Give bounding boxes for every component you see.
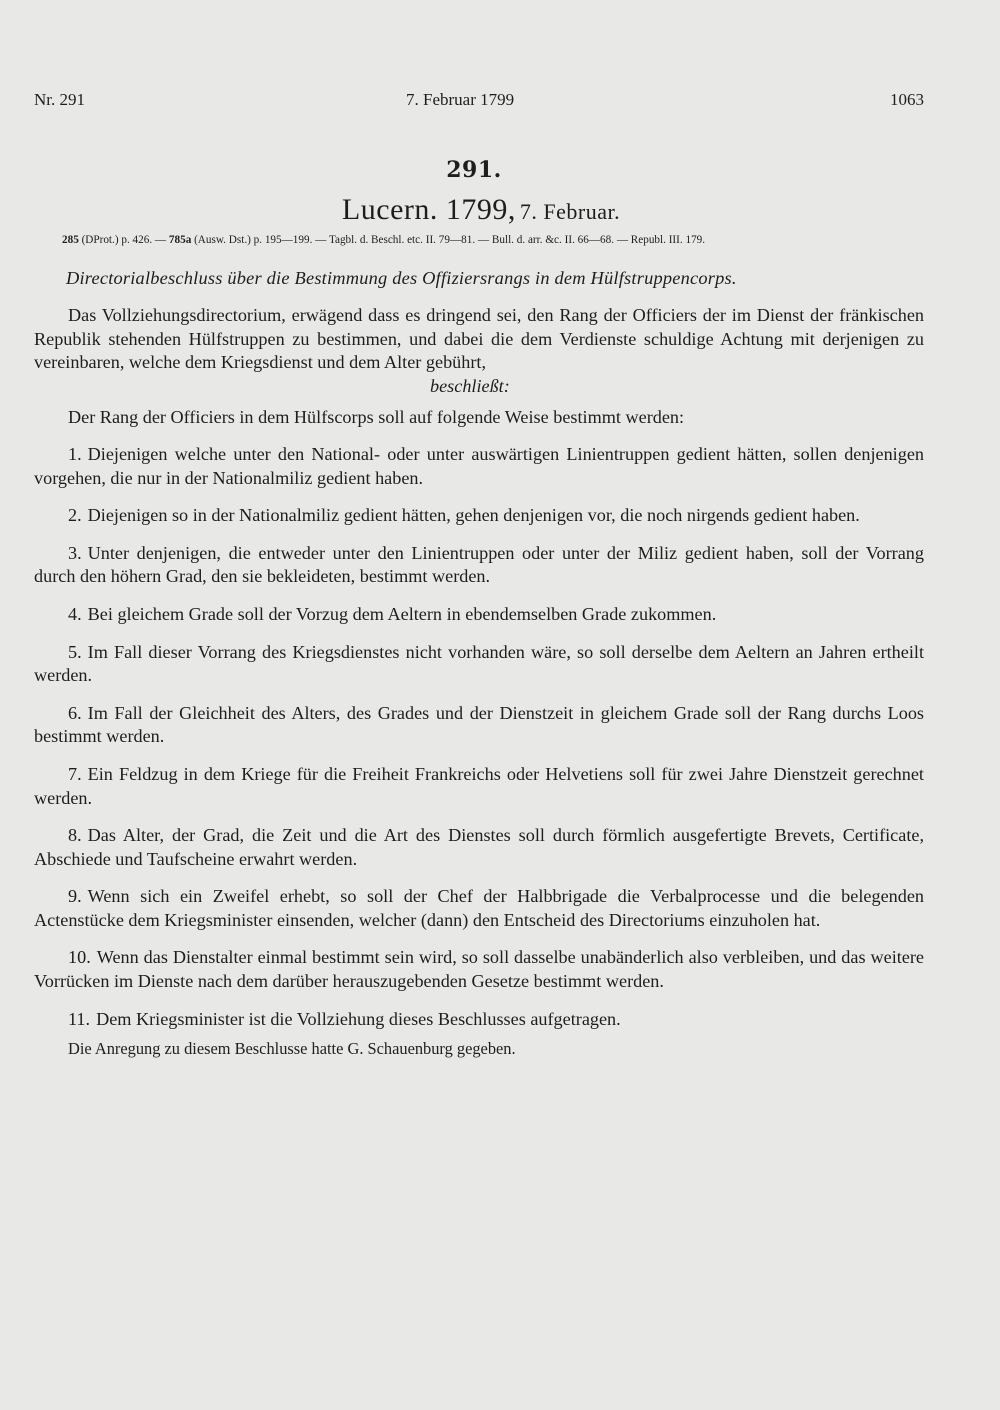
article-7 xyxy=(34,763,924,810)
article-text: Ein Feldzug in dem Kriege für die Freiheit Frankreichs oder Helvetiens soll für zwei Jahre Dienstzeit gerechnet werden. xyxy=(34,763,924,808)
article-5 xyxy=(34,641,924,688)
document-number: 291. xyxy=(446,157,502,183)
article-number: 4. xyxy=(68,603,82,624)
article-text: Wenn das Dienstalter einmal bestimmt sein wird, so soll dasselbe unabänderlich also verbleiben, und das weitere Vorrücken im Dienste nach dem darüber herauszugebenden Gesetze bestimmt werden. xyxy=(34,947,924,992)
article-number: 11. xyxy=(68,1008,91,1029)
page-number: 1063 xyxy=(890,90,924,109)
article-number: 5. xyxy=(68,641,82,662)
document-body xyxy=(34,304,924,1061)
article-number: 6. xyxy=(68,702,82,723)
running-header xyxy=(34,90,924,116)
document-title: Directorialbeschluss über die Bestimmung des Offiziersrangs in dem Hülfstruppencorps. xyxy=(66,268,737,288)
source-ref-1-id: 285 xyxy=(62,234,79,246)
article-text: Diejenigen welche unter den National- oder unter auswärtigen Linientruppen gedient hätten, sollen denjenigen vorgehen, die nur in der Nationalmiliz gedient haben. xyxy=(34,443,924,488)
article-11 xyxy=(34,1008,924,1032)
preamble: Das Vollziehungsdirectorium, erwägend dass es dringend sei, den Rang der Officiers der im Dienst der fränkischen Republik stehenden Hülfstruppen zu bestimmen, und dabei die dem Verdienste schuldige Achtung mit derjenigen zu vereinbaren, welche dem Kriegsdienst und dem Alter gebührt, xyxy=(34,305,924,373)
article-text: Im Fall dieser Vorrang des Kriegsdienstes nicht vorhanden wäre, so soll derselbe dem Aeltern an Jahren ertheilt werden. xyxy=(34,641,924,686)
article-2 xyxy=(34,504,924,528)
article-6 xyxy=(34,702,924,749)
article-number: 1. xyxy=(68,443,82,464)
editorial-note: Die Anregung zu diesem Beschlusse hatte G. Schauenburg gegeben. xyxy=(68,1039,516,1059)
article-text: Unter denjenigen, die entweder unter den Linientruppen oder unter der Miliz gedient haben, soll der Vorrang durch den höhern Grad, den sie bekleideten, bestimmt werden. xyxy=(34,542,924,587)
source-ref-2-id: 785a xyxy=(168,234,192,246)
header-doc-ref: Nr. 291 xyxy=(34,90,85,109)
intro-paragraph: Der Rang der Officiers in dem Hülfscorps soll auf folgende Weise bestimmt werden: xyxy=(68,407,685,428)
article-text: Bei gleichem Grade soll der Vorzug dem Aeltern in ebendemselben Grade zukommen. xyxy=(87,603,717,624)
place-year: Lucern. 1799, xyxy=(341,193,516,226)
article-number: 8. xyxy=(68,825,82,846)
resolves-heading: beschließt: xyxy=(430,375,510,396)
article-text: Diejenigen so in der Nationalmiliz gedient hätten, gehen denjenigen vor, die noch nirgends gedient haben. xyxy=(87,505,860,526)
source-ref-1-text: (DProt.) p. 426. — xyxy=(81,234,169,246)
article-text: Das Alter, der Grad, die Zeit und die Art des Dienstes soll durch förmlich ausgefertigte Brevets, Certificate, Abschiede und Taufscheine erwahrt werden. xyxy=(34,825,924,869)
article-9 xyxy=(34,885,924,932)
article-number: 3. xyxy=(68,542,82,563)
article-text: Wenn sich ein Zweifel erhebt, so soll der Chef der Halbbrigade die Verbalprocesse und die belegenden Actenstücke dem Kriegsminister einsenden, welcher (dann) den Entscheid des Directoriums einzuholen hat. xyxy=(34,886,924,930)
place-date-line xyxy=(0,193,962,227)
source-references xyxy=(62,234,942,246)
article-text: Dem Kriegsminister ist die Vollziehung dieses Beschlusses aufgetragen. xyxy=(96,1008,621,1029)
article-4 xyxy=(34,603,924,627)
article-text: Im Fall der Gleichheit des Alters, des Grades und der Dienstzeit in gleichem Grade soll der Rang durchs Loos bestimmt werden. xyxy=(34,702,924,747)
header-date: 7. Februar 1799 xyxy=(406,90,515,109)
source-ref-2-text: (Ausw. Dst.) p. 195—199. — Tagbl. d. Beschl. etc. II. 79—81. — Bull. d. arr. &c. II. 66—68. — Republ. III. 179. xyxy=(194,234,706,246)
date: 7. Februar. xyxy=(519,199,621,224)
article-number: 9. xyxy=(68,886,82,907)
article-3 xyxy=(34,542,924,589)
article-8 xyxy=(34,824,924,871)
article-number: 2. xyxy=(68,505,82,526)
article-10 xyxy=(34,946,924,993)
article-1 xyxy=(34,443,924,490)
article-number: 10. xyxy=(68,947,91,968)
article-number: 7. xyxy=(68,763,82,784)
